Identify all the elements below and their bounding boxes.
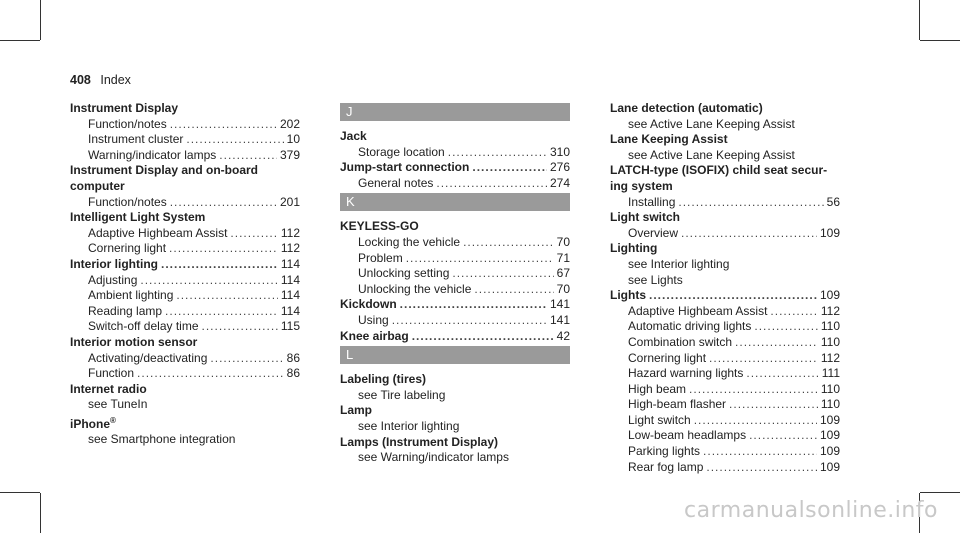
entry-label: General notes <box>358 175 434 190</box>
page-ref: 67 <box>556 266 570 281</box>
index-heading[interactable]: Instrument Display <box>70 101 179 115</box>
entry-label: Problem <box>358 250 403 265</box>
index-entry[interactable] <box>610 366 840 382</box>
entry-label: Function/notes <box>88 194 167 209</box>
dot-leader <box>448 145 547 161</box>
dot-leader <box>406 251 554 267</box>
page-ref: 109 <box>819 444 840 459</box>
entry-label: Unlocking setting <box>358 266 450 281</box>
dot-leader <box>463 235 554 251</box>
dot-leader <box>392 313 547 329</box>
page-ref: 109 <box>819 288 840 303</box>
crop-mark <box>0 40 40 41</box>
index-entry[interactable] <box>340 313 570 329</box>
index-heading[interactable]: Lamp <box>340 403 373 418</box>
index-heading[interactable]: Interior motion sensor <box>70 334 198 349</box>
page-ref: 112 <box>280 225 300 240</box>
entry-label: Unlocking the vehicle <box>358 281 472 296</box>
see-reference[interactable]: see Interior lighting <box>358 418 460 433</box>
dot-leader <box>770 304 817 320</box>
see-reference[interactable]: see Active Lane Keeping Assist <box>628 147 795 162</box>
page-ref: 70 <box>556 281 570 296</box>
dot-leader <box>689 382 818 398</box>
page-ref: 114 <box>280 288 300 303</box>
page-ref: 109 <box>819 428 840 443</box>
index-column-2 <box>340 101 570 466</box>
page-ref: 114 <box>280 256 300 271</box>
index-heading[interactable]: Internet radio <box>70 381 147 396</box>
see-reference[interactable]: see Active Lane Keeping Assist <box>628 116 795 131</box>
entry-label: Kickdown <box>340 297 397 312</box>
page-ref: 115 <box>280 319 300 334</box>
dot-leader <box>436 176 547 192</box>
index-entry[interactable] <box>340 145 570 161</box>
page-number: 408 <box>70 73 91 87</box>
index-heading-entry[interactable] <box>340 329 570 345</box>
page-ref: 86 <box>286 366 300 381</box>
entry-label: Interior lighting <box>70 256 158 271</box>
entry-label: Adjusting <box>88 272 138 287</box>
entry-label: Knee airbag <box>340 328 409 343</box>
entry-label: Light switch <box>628 412 691 427</box>
dot-leader <box>140 273 277 289</box>
index-entry[interactable] <box>610 304 840 320</box>
crop-mark <box>920 492 960 493</box>
dot-leader <box>169 241 278 257</box>
index-entry[interactable] <box>70 304 300 320</box>
index-heading[interactable]: Lighting <box>610 241 658 256</box>
index-heading[interactable]: KEYLESS-GO <box>340 219 419 234</box>
dot-leader <box>186 132 283 148</box>
entry-label: Lights <box>610 288 646 303</box>
page-header <box>70 73 131 87</box>
index-heading[interactable]: ing system <box>610 178 673 193</box>
page-ref: 141 <box>549 297 570 312</box>
entry-label: Locking the vehicle <box>358 234 461 249</box>
page-ref: 276 <box>549 160 570 175</box>
index-heading[interactable]: Light switch <box>610 210 680 225</box>
dot-leader <box>474 282 553 298</box>
dot-leader <box>681 226 817 242</box>
entry-label: Installing <box>628 194 676 209</box>
index-heading[interactable]: computer <box>70 178 125 193</box>
entry-label: Parking lights <box>628 444 701 459</box>
section-letter-bar: L <box>340 346 570 364</box>
watermark: carmanualsonline.info <box>684 498 938 523</box>
page-ref: 201 <box>279 194 300 209</box>
index-heading[interactable]: Instrument Display and on-board <box>70 163 259 178</box>
index-entry[interactable] <box>70 195 300 211</box>
index-heading[interactable]: LATCH-type (ISOFIX) child seat secur- <box>610 163 828 178</box>
index-entry[interactable] <box>70 132 300 148</box>
page-ref: 141 <box>549 312 570 327</box>
page-ref: 274 <box>549 175 570 190</box>
entry-label: Adaptive Highbeam Assist <box>628 303 768 318</box>
page-ref: 109 <box>819 225 840 240</box>
entry-label: Function <box>88 366 135 381</box>
index-entry[interactable] <box>610 226 840 242</box>
registered-mark: ® <box>110 415 116 425</box>
entry-label: Storage location <box>358 144 445 159</box>
see-reference[interactable]: see TuneIn <box>88 397 148 412</box>
entry-label: Jump-start connection <box>340 160 470 175</box>
entry-label: Using <box>358 312 389 327</box>
page-ref: 110 <box>820 334 840 349</box>
index-entry[interactable] <box>340 266 570 282</box>
index-heading-entry[interactable] <box>340 160 570 176</box>
section-letter-bar: K <box>340 193 570 211</box>
page-ref: 70 <box>556 234 570 249</box>
index-column-1 <box>70 101 300 448</box>
index-heading[interactable] <box>70 413 300 433</box>
dot-leader <box>749 428 817 444</box>
index-heading[interactable]: Lane detection (automatic) <box>610 101 763 115</box>
index-entry[interactable] <box>70 351 300 367</box>
see-reference[interactable]: see Smartphone integration <box>88 432 236 447</box>
dot-leader <box>165 304 278 320</box>
page-ref: 110 <box>820 381 840 396</box>
dot-leader <box>412 329 554 345</box>
page-ref: 112 <box>820 350 840 365</box>
index-heading[interactable]: Lane Keeping Assist <box>610 132 728 147</box>
index-entry[interactable] <box>610 444 840 460</box>
dot-leader <box>219 148 277 164</box>
index-entry[interactable] <box>70 273 300 289</box>
page-ref: 42 <box>556 328 570 343</box>
entry-label: Warning/indicator lamps <box>88 147 217 162</box>
entry-label: Activating/deactivating <box>88 350 208 365</box>
entry-label: Low-beam headlamps <box>628 428 747 443</box>
dot-leader <box>472 160 547 176</box>
index-entry[interactable] <box>340 251 570 267</box>
index-heading[interactable]: Intelligent Light System <box>70 210 206 225</box>
entry-label: Cornering light <box>88 241 167 256</box>
page-ref: 112 <box>820 303 840 318</box>
see-reference[interactable]: see Warning/indicator lamps <box>358 450 509 465</box>
page-ref: 112 <box>280 241 300 256</box>
index-entry[interactable] <box>610 428 840 444</box>
index-entry[interactable] <box>70 226 300 242</box>
index-heading-entry[interactable] <box>610 288 840 304</box>
index-heading[interactable]: Jack <box>340 129 367 143</box>
index-entry[interactable] <box>610 382 840 398</box>
entry-label: Switch-off delay time <box>88 319 199 334</box>
entry-label: Adaptive Highbeam Assist <box>88 225 228 240</box>
crop-mark <box>40 0 41 40</box>
page-ref: 10 <box>286 132 300 147</box>
index-heading-entry[interactable] <box>70 257 300 273</box>
section-letter-bar: J <box>340 103 570 121</box>
index-heading[interactable]: Labeling (tires) <box>340 372 427 387</box>
dot-leader <box>137 366 284 382</box>
index-entry[interactable] <box>70 241 300 257</box>
page-ref: 202 <box>279 116 300 131</box>
entry-label: Instrument cluster <box>88 132 184 147</box>
index-entry[interactable] <box>610 413 840 429</box>
page-ref: 56 <box>826 194 840 209</box>
dot-leader <box>452 266 553 282</box>
dot-leader <box>649 288 817 304</box>
index-entry[interactable] <box>610 195 840 211</box>
entry-label: Overview <box>628 225 679 240</box>
page-ref: 110 <box>820 397 840 412</box>
see-reference[interactable]: see Interior lighting <box>628 256 730 271</box>
index-entry[interactable] <box>340 235 570 251</box>
dot-leader <box>709 351 818 367</box>
crop-mark <box>919 0 920 40</box>
dot-leader <box>170 117 277 133</box>
index-entry[interactable] <box>340 176 570 192</box>
index-entry[interactable] <box>610 319 840 335</box>
entry-label: Function/notes <box>88 116 167 131</box>
index-entry[interactable] <box>610 335 840 351</box>
dot-leader <box>735 335 818 351</box>
page-ref: 114 <box>280 272 300 287</box>
see-reference[interactable]: see Lights <box>628 272 683 287</box>
dot-leader <box>176 288 277 304</box>
entry-label: Combination switch <box>628 334 733 349</box>
crop-mark <box>40 493 41 533</box>
page-ref: 110 <box>820 319 840 334</box>
index-heading-entry[interactable] <box>340 297 570 313</box>
crop-mark <box>0 492 40 493</box>
index-entry[interactable] <box>70 319 300 335</box>
page-ref: 109 <box>819 412 840 427</box>
entry-label: Reading lamp <box>88 303 163 318</box>
index-column-3 <box>610 101 840 475</box>
page-ref: 86 <box>286 350 300 365</box>
index-entry[interactable] <box>70 117 300 133</box>
dot-leader <box>746 366 818 382</box>
see-reference[interactable]: see Tire labeling <box>358 387 446 402</box>
page-title: Index <box>100 73 131 87</box>
dot-leader <box>703 444 817 460</box>
entry-label: Hazard warning lights <box>628 366 744 381</box>
heading-label: iPhone <box>70 416 111 431</box>
page-ref: 310 <box>549 144 570 159</box>
index-heading[interactable]: Lamps (Instrument Display) <box>340 434 499 449</box>
dot-leader <box>678 195 823 211</box>
dot-leader <box>230 226 277 242</box>
page-ref: 109 <box>819 459 840 474</box>
dot-leader <box>210 351 283 367</box>
entry-label: High beam <box>628 381 687 396</box>
entry-label: Automatic driving lights <box>628 319 752 334</box>
index-entry[interactable] <box>610 397 840 413</box>
dot-leader <box>170 195 277 211</box>
entry-label: High-beam flasher <box>628 397 727 412</box>
index-entry[interactable] <box>610 351 840 367</box>
entry-label: Rear fog lamp <box>628 459 704 474</box>
page-ref: 71 <box>556 250 570 265</box>
index-entry[interactable] <box>70 366 300 382</box>
index-entry[interactable] <box>70 288 300 304</box>
entry-label: Ambient lighting <box>88 288 174 303</box>
crop-mark <box>920 40 960 41</box>
dot-leader <box>161 257 278 273</box>
page-ref: 379 <box>279 147 300 162</box>
page-ref: 114 <box>280 303 300 318</box>
dot-leader <box>202 319 278 335</box>
page-ref: 111 <box>821 366 840 381</box>
dot-leader <box>729 397 818 413</box>
dot-leader <box>754 319 817 335</box>
index-entry[interactable] <box>340 282 570 298</box>
dot-leader <box>694 413 817 429</box>
dot-leader <box>400 297 547 313</box>
entry-label: Cornering light <box>628 350 707 365</box>
index-entry[interactable] <box>70 148 300 164</box>
index-entry[interactable] <box>610 460 840 476</box>
dot-leader <box>706 460 817 476</box>
